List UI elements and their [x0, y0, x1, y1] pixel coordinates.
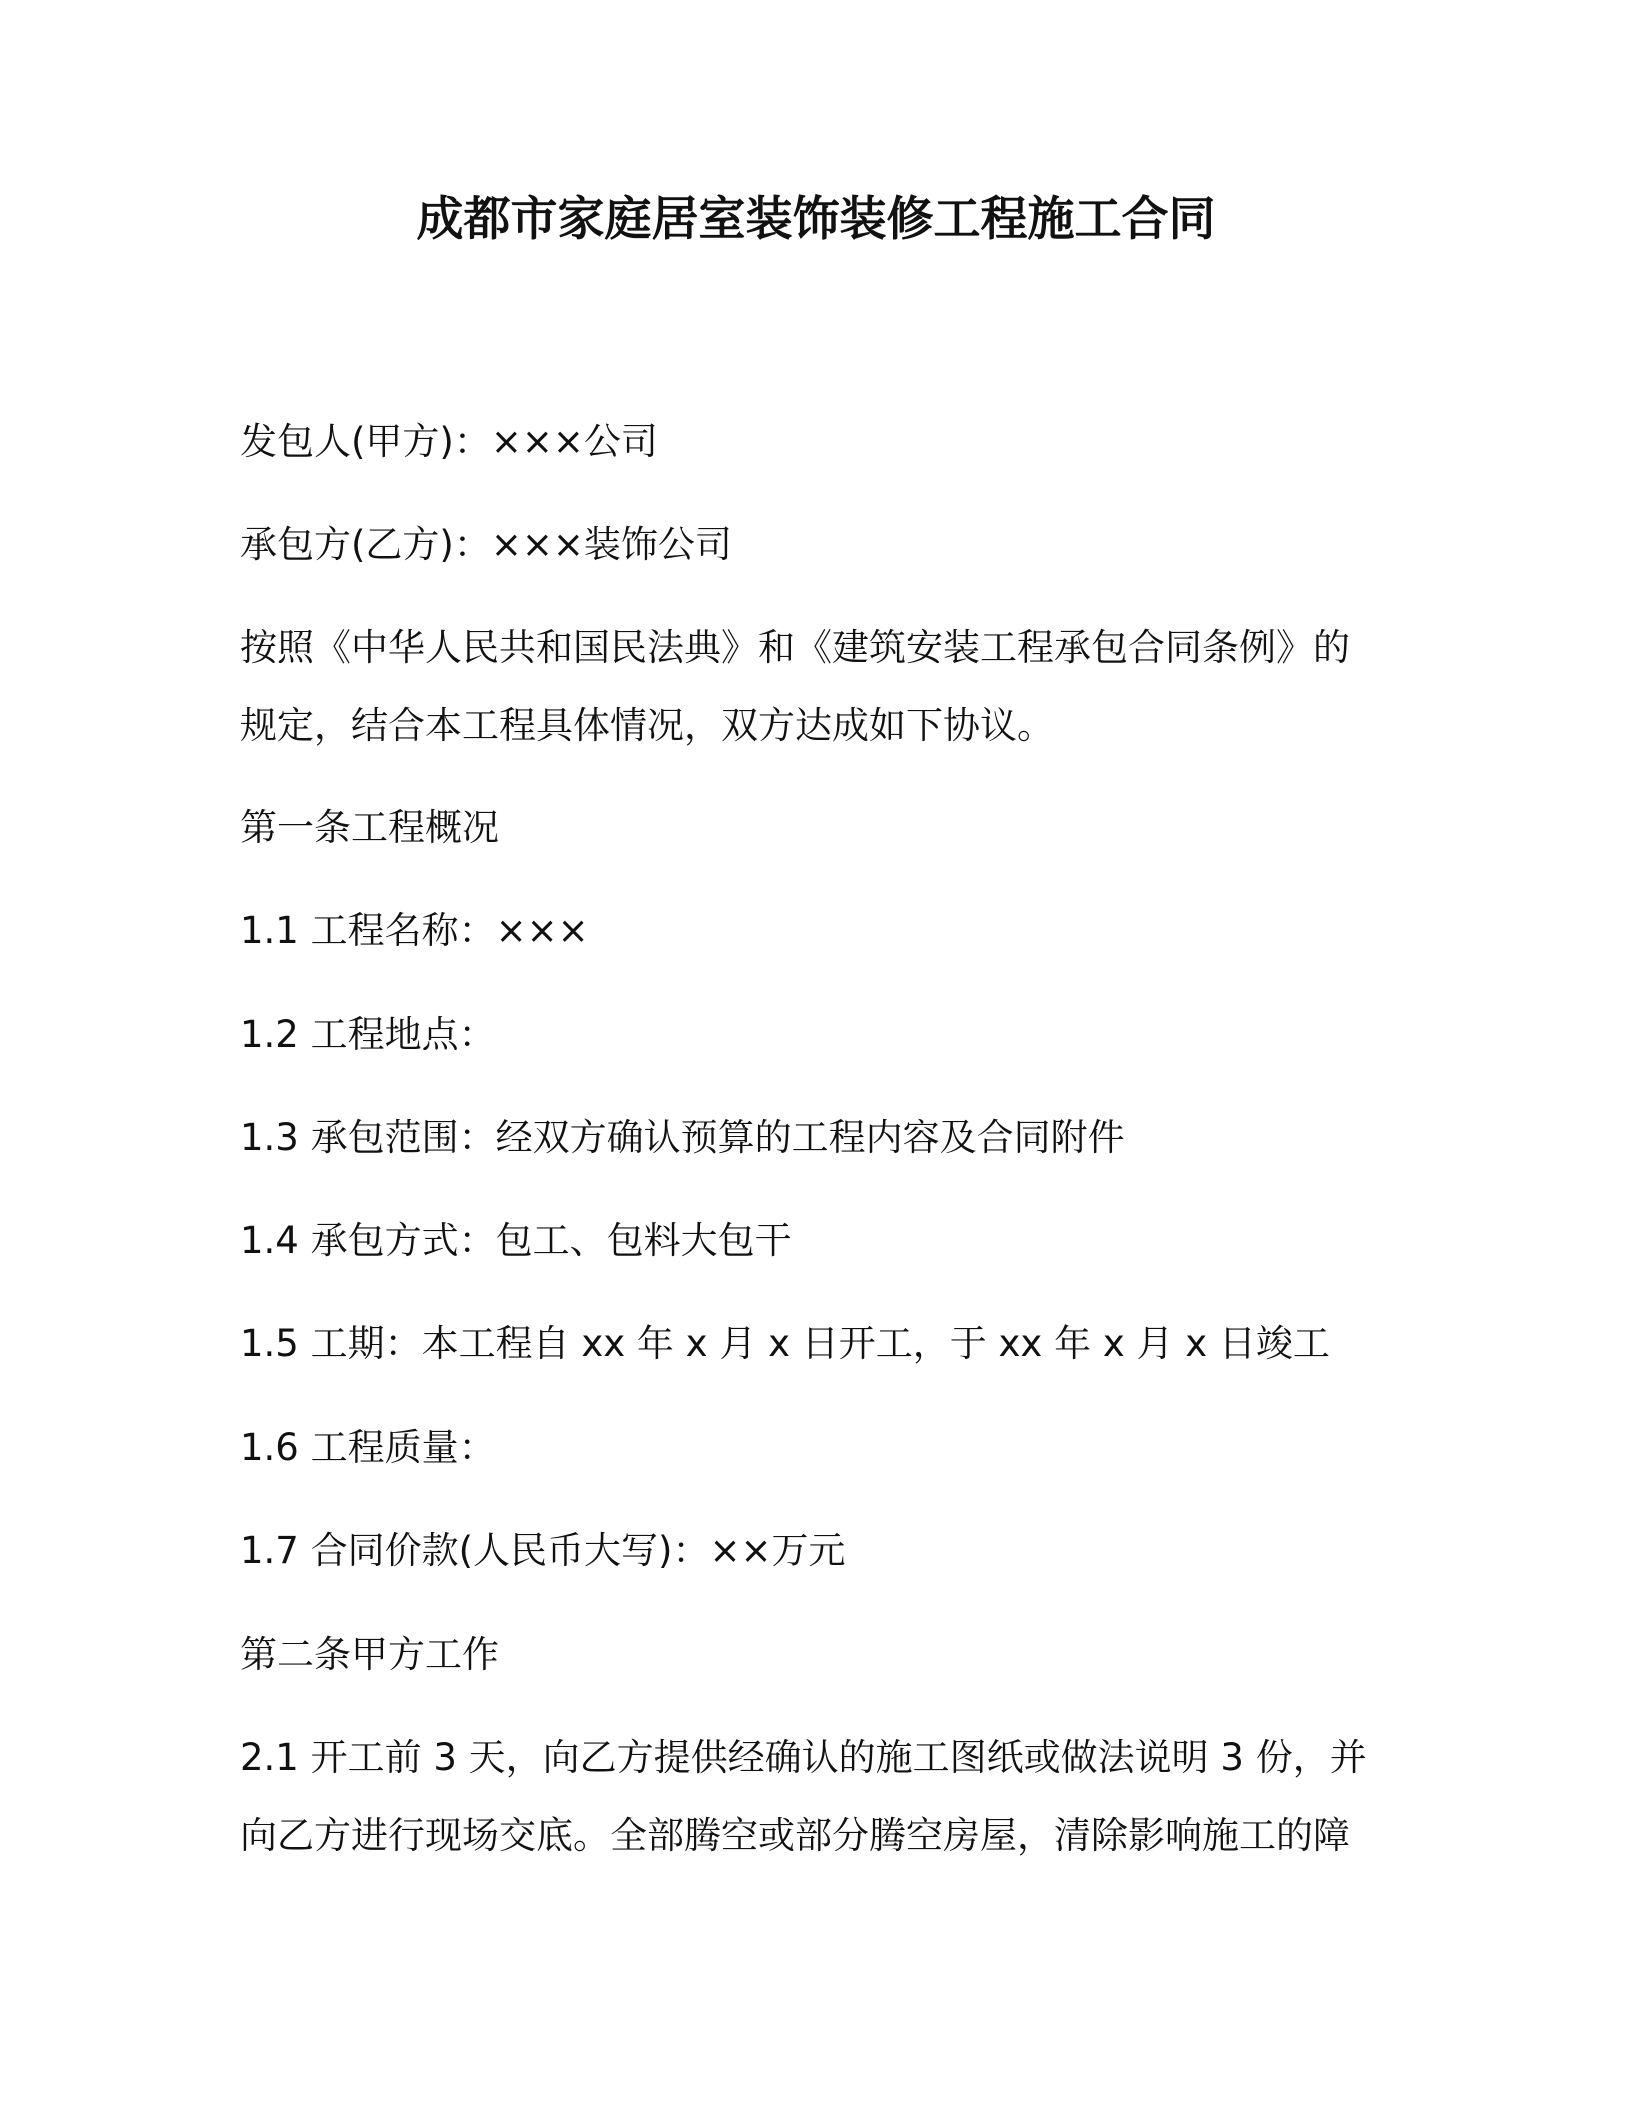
party-a-line: 发包人(甲方)：×××公司	[240, 420, 658, 463]
clause-1-4: 1.4 承包方式：包工、包料大包干	[240, 1219, 792, 1262]
article-2-heading: 第二条甲方工作	[240, 1633, 499, 1676]
clause-1-3: 1.3 承包范围：经双方确认预算的工程内容及合同附件	[240, 1116, 1125, 1159]
clause-1-6: 1.6 工程质量：	[240, 1426, 496, 1469]
clause-1-7: 1.7 合同价款(人民币大写)：××万元	[240, 1529, 846, 1572]
document-title: 成都市家庭居室装饰装修工程施工合同	[416, 192, 1216, 247]
clause-1-1: 1.1 工程名称：×××	[240, 909, 589, 952]
clause-1-2: 1.2 工程地点：	[240, 1013, 496, 1056]
preamble-line-1: 按照《中华人民共和国民法典》和《建筑安装工程承包合同条例》的	[240, 626, 1350, 669]
clause-2-1-line-1: 2.1 开工前 3 天，向乙方提供经确认的施工图纸或做法说明 3 份，并	[240, 1736, 1367, 1779]
preamble-line-2: 规定，结合本工程具体情况，双方达成如下协议。	[240, 704, 1054, 747]
clause-2-1-line-2: 向乙方进行现场交底。全部腾空或部分腾空房屋，清除影响施工的障	[240, 1814, 1350, 1857]
article-1-heading: 第一条工程概况	[240, 806, 499, 849]
party-b-line: 承包方(乙方)：×××装饰公司	[240, 523, 732, 566]
clause-1-5: 1.5 工期：本工程自 xx 年 x 月 x 日开工，于 xx 年 x 月 x 日竣工	[240, 1322, 1330, 1365]
